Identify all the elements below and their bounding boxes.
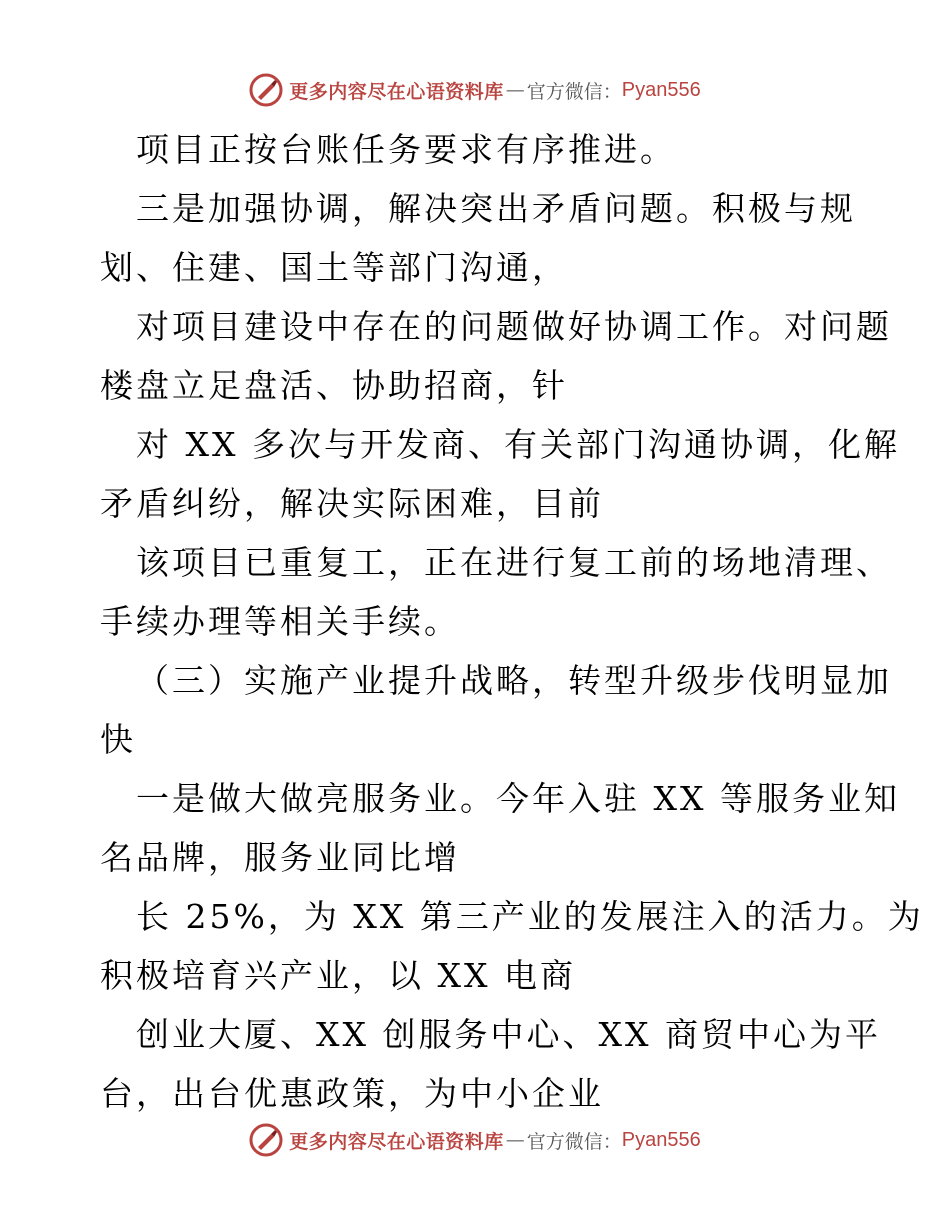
text-line: 三是加强协调，解决突出矛盾问题。积极与规 bbox=[136, 189, 856, 228]
text-line: 名品牌，服务业同比增 bbox=[100, 838, 460, 877]
pen-logo-icon bbox=[249, 73, 283, 107]
text-line: 矛盾纠纷，解决实际困难，目前 bbox=[100, 484, 604, 523]
footer-banner bbox=[0, 1120, 950, 1160]
text-line: 一是做大做亮服务业。今年入驻 XX 等服务业知 bbox=[136, 779, 900, 818]
banner-slogan: 更多内容尽在心语资料库 bbox=[289, 80, 504, 103]
document-body bbox=[100, 120, 924, 1123]
text-line: 项目正按台账任务要求有序推进。 bbox=[136, 130, 676, 169]
text-line: 对项目建设中存在的问题做好协调工作。对问题 bbox=[136, 307, 892, 346]
banner-slogan: 更多内容尽在心语资料库 bbox=[289, 1130, 504, 1153]
text-line: 快 bbox=[100, 720, 136, 759]
text-line: 长 25%，为 XX 第三产业的发展注入的活力。为 bbox=[136, 897, 924, 936]
text-line: 手续办理等相关手续。 bbox=[100, 602, 460, 641]
text-line: 划、住建、国土等部门沟通， bbox=[100, 248, 568, 287]
banner-dash: — bbox=[505, 1129, 525, 1151]
banner-dash: — bbox=[505, 79, 525, 101]
banner-wechat-id: Pyan556 bbox=[621, 78, 701, 101]
pen-logo-icon bbox=[249, 1123, 283, 1157]
text-line: 创业大厦、XX 创服务中心、XX 商贸中心为平 bbox=[136, 1015, 881, 1054]
text-line: 台，出台优惠政策，为中小企业 bbox=[100, 1074, 604, 1113]
banner-wechat-label: 官方微信： bbox=[526, 80, 622, 103]
text-line: （三）实施产业提升战略，转型升级步伐明显加 bbox=[136, 661, 892, 700]
text-line: 积极培育兴产业，以 XX 电商 bbox=[100, 956, 576, 995]
text-line: 楼盘立足盘活、协助招商，针 bbox=[100, 366, 568, 405]
text-line: 对 XX 多次与开发商、有关部门沟通协调，化解 bbox=[136, 425, 900, 464]
header-banner bbox=[0, 70, 950, 110]
text-line: 该项目已重复工，正在进行复工前的场地清理、 bbox=[136, 543, 892, 582]
banner-wechat-label: 官方微信： bbox=[526, 1130, 622, 1153]
banner-wechat-id: Pyan556 bbox=[621, 1128, 701, 1151]
